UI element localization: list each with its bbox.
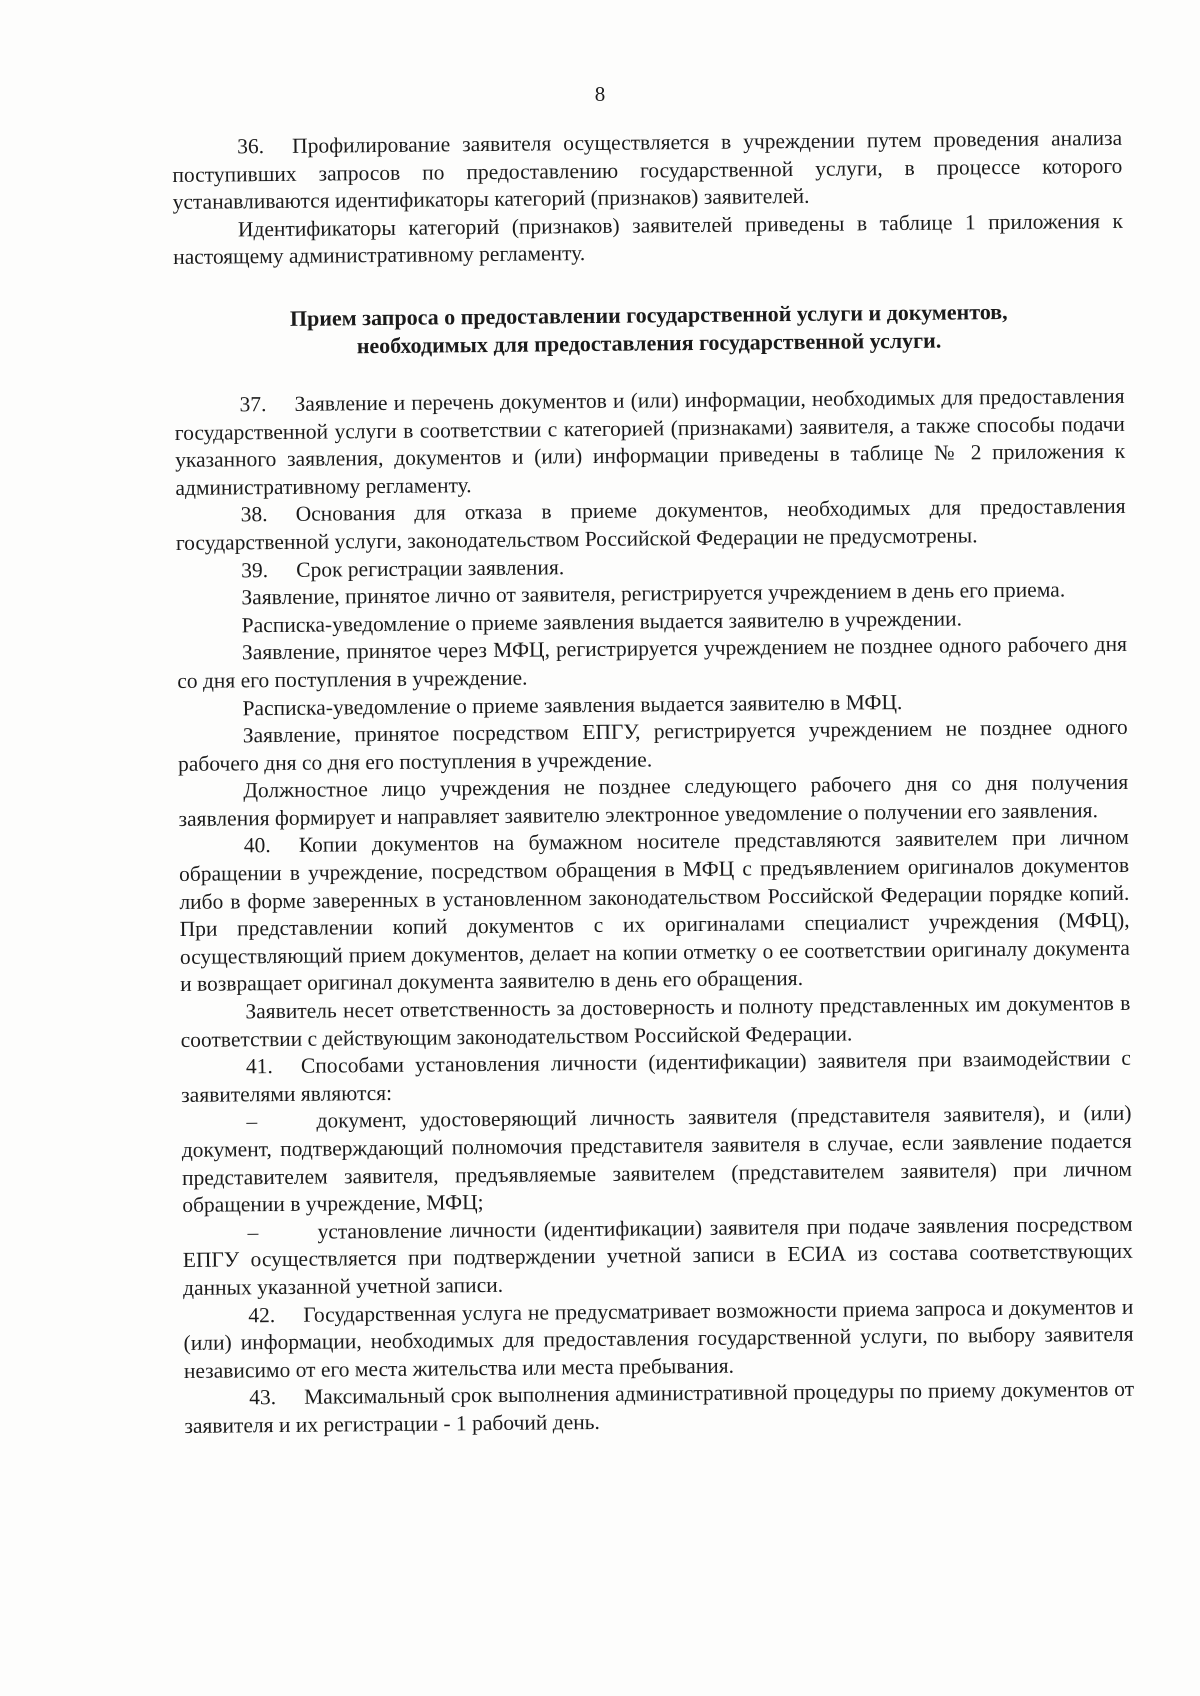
paragraph-epgu-registration — [178, 714, 1128, 778]
paragraph-text: Заявление, принятое лично от заявителя, регистрируется учреждением в день его приема. — [241, 577, 1066, 610]
list-item-text: документ, удостоверяющий личность заявителя (представителя заявителя), и (или) документ, подтверждающий полномочия представителя заявителя в случае, если заявление подается представителем заявителя, предъявляемые заявителем (представителем заявителя) при личном обращении в учреждение, МФЦ; — [181, 1101, 1133, 1218]
dash-bullet: – — [247, 1220, 259, 1245]
paragraph-responsibility — [180, 990, 1130, 1054]
paragraph-text: Идентификаторы категорий (признаков) заявителей приведены в таблице 1 приложения к настоящему административному регламенту. — [173, 208, 1123, 270]
paragraph-text: Государственная услуга не предусматривает возможности приема запроса и документов и (или) информации, необходимых для предоставления государственной услуги, по выбору заявителя независимо от его места жительства или места пребывания. — [183, 1294, 1134, 1383]
list-item-identity-document — [181, 1100, 1132, 1219]
paragraph-text: Основания для отказа в приеме документов, необходимых для предоставления государственной услуги, законодательством Российской Федерации не предусмотрены. — [175, 494, 1126, 555]
heading-line-1: Прием запроса о предоставлении государственной услуги и документов, — [289, 298, 1008, 331]
section-heading — [174, 297, 1124, 362]
paragraph-text: Должностное лицо учреждения не позднее следующего рабочего дня со дня получения заявления формирует и направляет заявителю электронное уведомление о получении его заявления. — [178, 770, 1129, 831]
paragraph-text: Заявитель несет ответственность за достоверность и полноту представленных им документов в соответствии с действующим законодательством Российской Федерации. — [180, 990, 1131, 1052]
paragraph-number: 42. — [248, 1302, 276, 1327]
paragraph-text: Срок регистрации заявления. — [296, 554, 565, 582]
heading-line-2: необходимых для предоставления государственной услуги. — [356, 327, 942, 359]
paragraph-37 — [174, 383, 1125, 502]
paragraph-38 — [176, 493, 1126, 557]
page-number: 8 — [594, 82, 606, 106]
paragraph-official-notification — [178, 769, 1128, 833]
paragraph-text: Заявление и перечень документов и (или) информации, необходимых для предоставления государственной услуги в соответствии с категорией (признаками) заявителя, а также способы подачи указанного заявления, документов и (или) информации приведены в таблице № 2 приложения к административному регламенту. — [174, 383, 1126, 500]
paragraph-text: Профилирование заявителя осуществляется в учреждении путем проведения анализа поступивших запросов по предоставлению государственной услуги, в процессе которого устанавливаются идентификаторы категорий (признаков) заявителей. — [172, 125, 1123, 215]
paragraph-mfc-registration — [177, 631, 1127, 695]
paragraph-43 — [184, 1376, 1134, 1440]
document-body — [172, 125, 1134, 1441]
paragraph-text: Заявление, принятое через МФЦ, регистрируется учреждением не позднее одного рабочего дня со дня его поступления в учреждение. — [177, 632, 1128, 693]
paragraph-text: Расписка-уведомление о приеме заявления выдается заявителю в учреждении. — [241, 606, 963, 638]
dash-bullet: – — [246, 1109, 258, 1134]
paragraph-41 — [181, 1045, 1131, 1109]
paragraph-42 — [183, 1293, 1134, 1385]
paragraph-number: 41. — [245, 1054, 273, 1079]
paragraph-identifiers — [173, 208, 1123, 272]
paragraph-40 — [179, 824, 1131, 999]
list-item-epgu-identification — [182, 1211, 1133, 1303]
section-after-heading — [174, 383, 1134, 1441]
paragraph-text: Копии документов на бумажном носителе представляются заявителем при личном обращении в учреждение, посредством обращения в МФЦ с предъявлением оригиналов документов либо в форме заверенных в установленном законодательством Российской Федерации порядке копий. При представлении копий документов с их оригиналами специалист учреждения (МФЦ), осуществляющий прием документов, делает на копии отметку о ее соответствии оригиналу документа и возвращает оригинал документа заявителю в день его обращения. — [178, 825, 1130, 997]
paragraph-text: Расписка-уведомление о приеме заявления выдается заявителю в МФЦ. — [242, 689, 903, 720]
paragraph-number: 36. — [237, 134, 265, 159]
list-item-text: установление личности (идентификации) заявителя при подаче заявления посредством ЕПГУ осуществляется при подтверждении учетной записи в ЕСИА из состава соответствующих данных указанной учетной записи. — [182, 1211, 1133, 1300]
paragraph-number: 43. — [249, 1385, 277, 1410]
paragraph-36 — [172, 125, 1123, 217]
paragraph-text: Заявление, принятое посредством ЕПГУ, регистрируется учреждением не позднее одного рабочего дня со дня его поступления в учреждение. — [177, 714, 1128, 776]
paragraph-number: 39. — [241, 557, 269, 582]
paragraph-number: 40. — [243, 833, 271, 858]
paragraph-text: Максимальный срок выполнения административной процедуры по приему документов от заявителя и их регистрации - 1 рабочий день. — [184, 1377, 1135, 1438]
paragraph-text: Способами установления личности (идентификации) заявителя при взаимодействии с заявителями являются: — [181, 1046, 1132, 1107]
paragraph-number: 37. — [239, 392, 267, 417]
section-before-heading — [172, 125, 1123, 272]
paragraph-number: 38. — [240, 502, 268, 527]
